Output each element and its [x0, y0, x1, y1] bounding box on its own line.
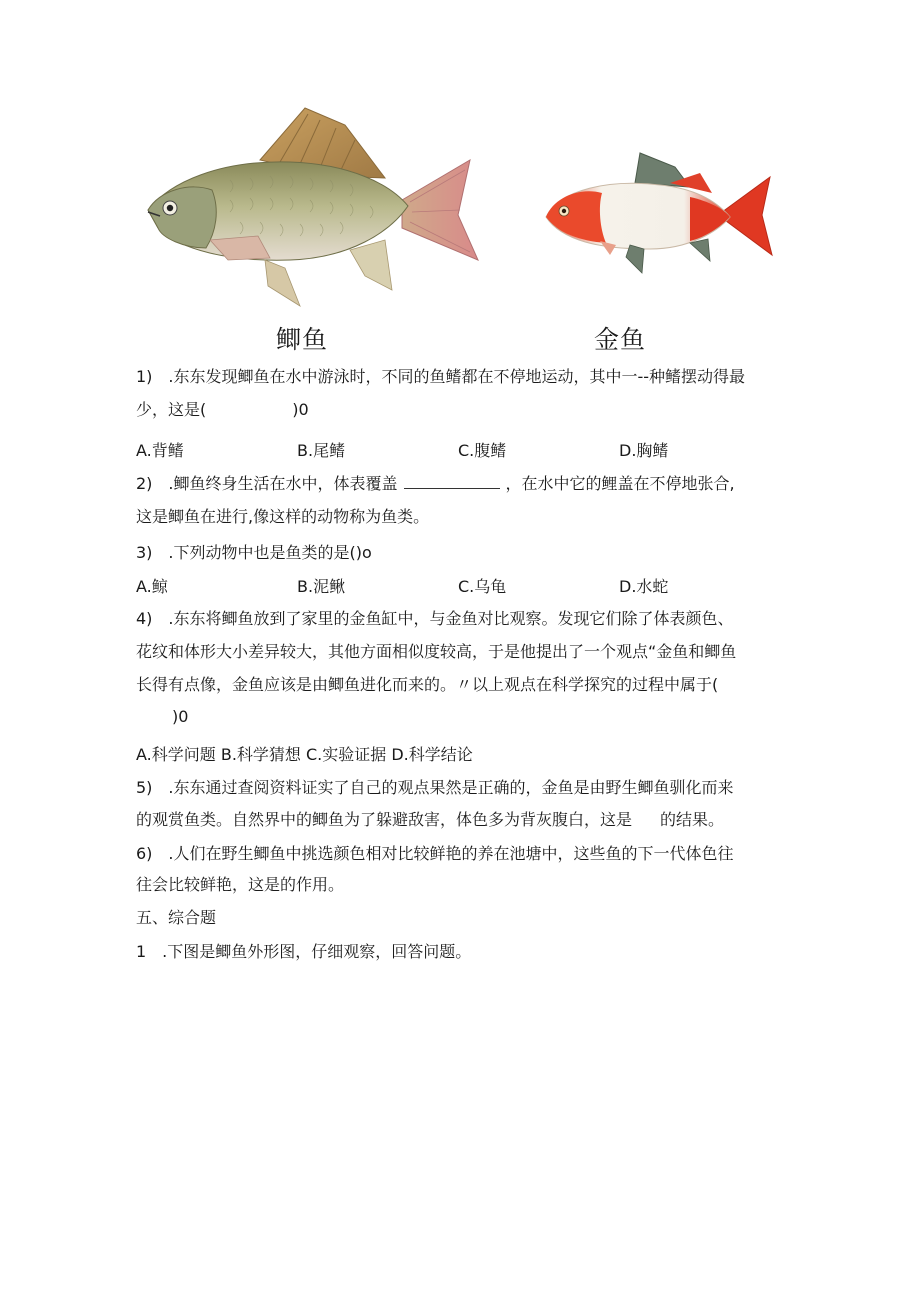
q5-line-2-tail: 的结果。 — [660, 810, 725, 829]
q2-line-1 — [136, 473, 735, 495]
q5-line-2-text: 的观赏鱼类。自然界中的鲫鱼为了躲避敌害，体色多为背灰腹白，这是 — [136, 810, 633, 829]
q6-line-1: 6) .人们在野生鲫鱼中挑选颜色相对比较鲜艳的养在池塘中，这些鱼的下一代体色往 — [136, 844, 734, 863]
q3-option-b: B.泥鳅 — [297, 577, 346, 596]
crucian-carp-caption: 鲫鱼 — [276, 325, 329, 354]
q1-option-c: C.腹鳍 — [458, 441, 507, 460]
q2-line-2: 这是鲫鱼在进行,像这样的动物称为鱼类。 — [136, 507, 430, 526]
q3-option-c: C.乌龟 — [458, 577, 507, 596]
goldfish-image — [540, 145, 780, 285]
q2-answer-blank — [404, 474, 500, 489]
q2-line-1-text: 2) .鲫鱼终身生活在水中，体表覆盖 — [136, 474, 398, 493]
q1-option-d: D.胸鳍 — [619, 441, 669, 460]
q5-line-1: 5) .东东通过查阅资料证实了自己的观点果然是正确的，金鱼是由野生鲫鱼驯化而来 — [136, 778, 734, 797]
q1-option-a: A.背鳍 — [136, 441, 184, 460]
q1-line-2 — [136, 399, 309, 421]
goldfish-caption: 金鱼 — [594, 325, 647, 354]
q4-line-3: 长得有点像，金鱼应该是由鲫鱼进化而来的。〃以上观点在科学探究的过程中属于( — [136, 675, 719, 694]
q4-line-2: 花纹和体形大小差异较大，其他方面相似度较高，于是他提出了一个观点“金鱼和鲫鱼 — [136, 642, 737, 661]
q6-line-2: 往会比较鲜艳，这是的作用。 — [136, 875, 345, 894]
section-5-title: 五、综合题 — [136, 908, 217, 927]
q3-line-1: 3) .下列动物中也是鱼类的是()o — [136, 543, 372, 562]
q4-options: A.科学问题 B.科学猜想 C.实验证据 D.科学结论 — [136, 745, 473, 764]
q3-option-d: D.水蛇 — [619, 577, 669, 596]
q3-option-a: A.鲸 — [136, 577, 168, 596]
q1-line-1: 1) .东东发现鲫鱼在水中游泳时，不同的鱼鳍都在不停地运动，其中一--种鳍摆动得最 — [136, 367, 746, 386]
q1-line-2-text: 少，这是( — [136, 400, 207, 419]
q5-line-2 — [136, 809, 724, 831]
q4-line-1: 4) .东东将鲫鱼放到了家里的金鱼缸中，与金鱼对比观察。发现它们除了体表颜色、 — [136, 609, 734, 628]
q4-line-4: )0 — [172, 707, 189, 726]
crucian-carp-image — [140, 100, 490, 320]
section-5-item-1: 1 .下图是鲫鱼外形图，仔细观察，回答问题。 — [136, 942, 472, 961]
q1-option-b: B.尾鳍 — [297, 441, 346, 460]
q1-line-2-tail: )0 — [292, 400, 309, 419]
q2-line-1-tail: ，在水中它的鲤盖在不停地张合, — [505, 474, 735, 493]
